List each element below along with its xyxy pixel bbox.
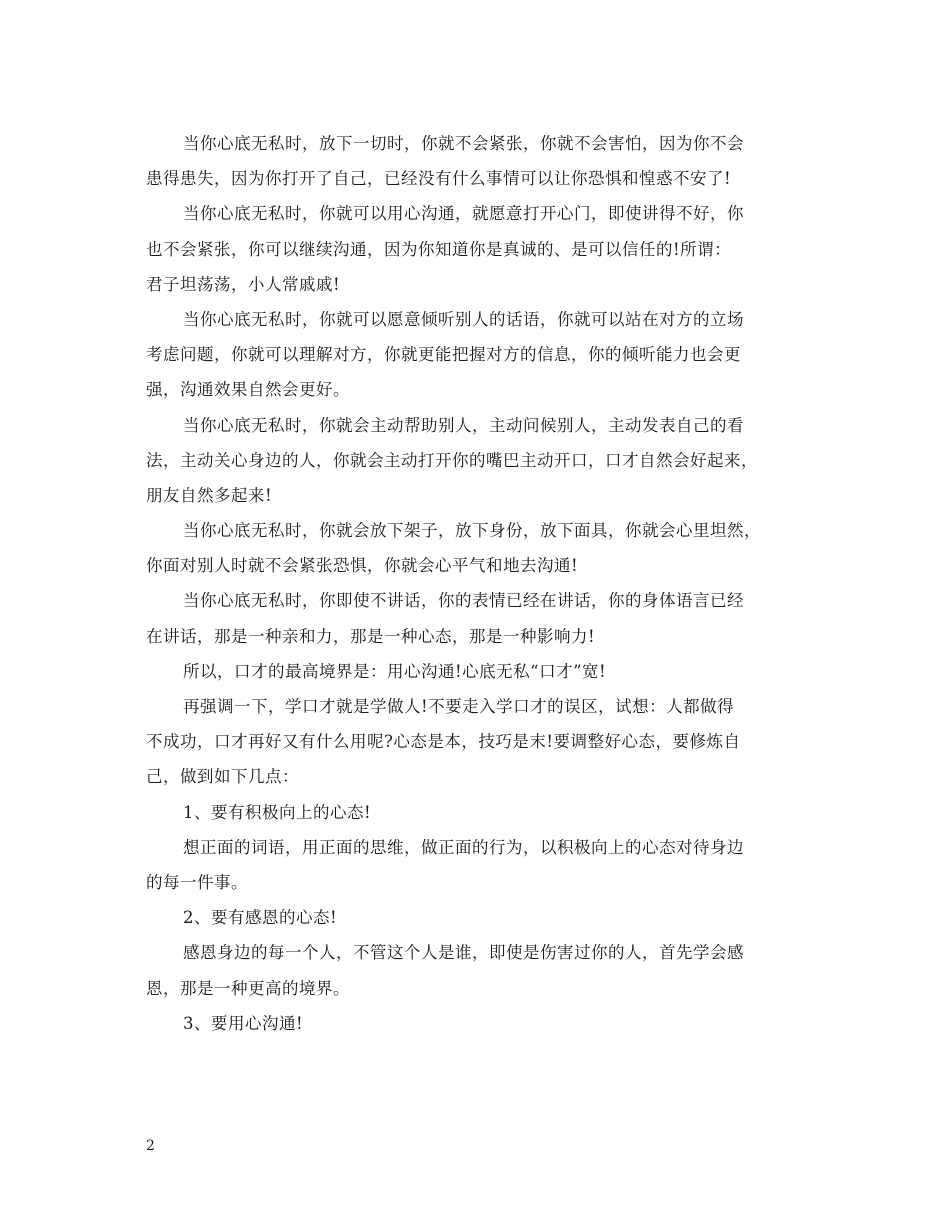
text-line: 的每一件事。: [146, 872, 248, 892]
page-number: 2: [146, 1138, 155, 1154]
text-line: 在讲话，那是一种亲和力，那是一种心态，那是一种影响力!: [146, 626, 596, 646]
text-line: 君子坦荡荡，小人常戚戚!: [146, 274, 341, 294]
text-line: 所以，口才的最高境界是：用心沟通!心底无私“口才”宽!: [183, 661, 607, 681]
text-line: 当你心底无私时，你就会放下架子，放下身份，放下面具，你就会心里坦然，: [183, 521, 761, 541]
text-line: 感恩身边的每一个人，不管这个人是谁，即使是伤害过你的人，首先学会感: [183, 943, 744, 963]
text-line: 3、要用心沟通!: [183, 1013, 304, 1033]
text-line: 当你心底无私时，你就可以用心沟通，就愿意打开心门，即使讲得不好，你: [183, 204, 744, 224]
text-line: 朋友自然多起来!: [146, 485, 273, 505]
text-line: 考虑问题，你就可以理解对方，你就更能把握对方的信息，你的倾听能力也会更: [146, 345, 741, 365]
text-line: 1、要有积极向上的心态!: [183, 802, 372, 822]
text-line: 再强调一下，学口才就是学做人!不要走入学口才的误区，试想：人都做得: [183, 697, 735, 716]
text-line: 法，主动关心身边的人，你就会主动打开你的嘴巴主动开口，口才自然会好起来，: [146, 450, 758, 470]
text-line: 不成功，口才再好又有什么用呢?心态是本，技巧是末!要调整好心态，要修炼自: [146, 732, 741, 752]
text-line: 想正面的词语，用正面的思维，做正面的行为，以积极向上的心态对待身边: [183, 837, 744, 857]
text-line: 己，做到如下几点：: [146, 767, 299, 787]
text-line: 患得患失，因为你打开了自己，已经没有什么事情可以让你恐惧和惶惑不安了!: [146, 169, 732, 189]
text-line: 也不会紧张，你可以继续沟通，因为你知道你是真诚的、是可以信任的!所谓：: [146, 239, 732, 259]
text-line: 2、要有感恩的心态!: [183, 908, 338, 928]
text-line: 强，沟通效果自然会更好。: [146, 380, 350, 400]
text-line: 当你心底无私时，放下一切时，你就不会紧张，你就不会害怕，因为你不会: [183, 134, 744, 153]
text-line: 恩，那是一种更高的境界。: [146, 978, 350, 998]
text-line: 你面对别人时就不会紧张恐惧，你就会心平气和地去沟通!: [146, 556, 579, 576]
text-line: 当你心底无私时，你就会主动帮助别人，主动问候别人，主动发表自己的看: [183, 415, 744, 435]
body-text: [146, 126, 806, 1041]
text-line: 当你心底无私时，你即使不讲话，你的表情已经在讲话，你的身体语言已经: [183, 591, 744, 611]
text-line: 当你心底无私时，你就可以愿意倾听别人的话语，你就可以站在对方的立场: [183, 309, 744, 329]
